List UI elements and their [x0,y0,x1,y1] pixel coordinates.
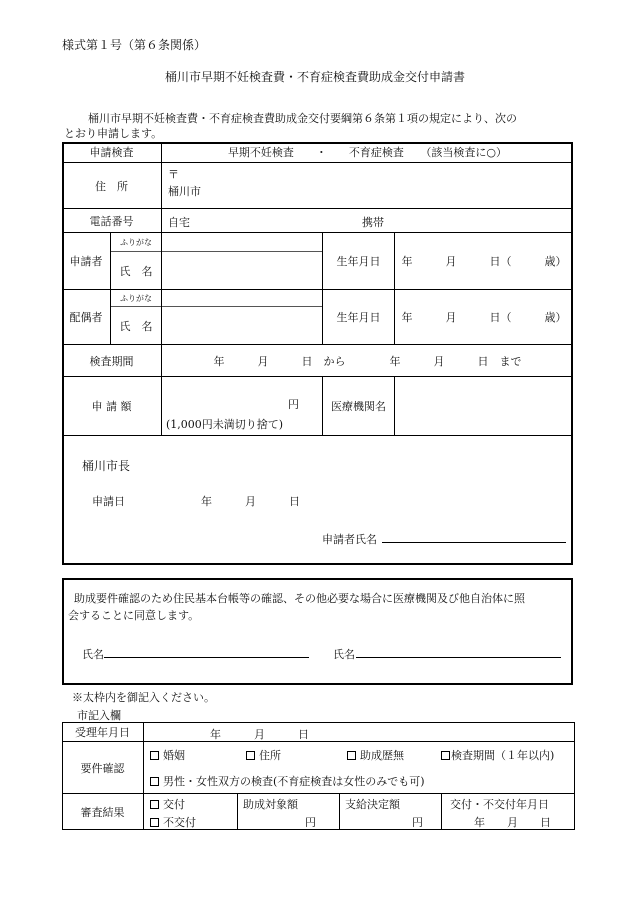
consent-text-1: 助成要件確認のため住民基本台帳等の確認、その他必要な場合に医療機関及び他自治体に照 [74,592,525,605]
spouse-birthdate-field[interactable]: 年 月 日（ 歳） [401,311,567,324]
requirements-label: 要件確認 [80,761,125,775]
postal-mark: 〒 [168,168,179,181]
applicant-signature-label: 申請者氏名 [322,533,377,546]
result-no-grant[interactable]: 不交付 [150,814,196,830]
period-label: 検査期間 [89,354,134,368]
result-label: 審査結果 [80,806,125,819]
phone-label: 電話番号 [89,214,134,228]
spouse-name-field[interactable] [162,307,322,344]
consent-name1-line[interactable] [104,657,309,658]
applicant-furigana-label: ふりがな [120,237,152,247]
form-number: 様式第１号（第６条関係） [62,38,207,52]
applicant-signature-line[interactable] [382,542,566,543]
result-grant[interactable]: 交付 [150,796,185,812]
subsidy-label: 助成対象額 [243,798,298,811]
mayor-label: 桶川市長 [82,459,131,473]
amount-note: (1,000円未満切り捨て) [166,418,284,431]
decision-yen: 円 [412,816,423,829]
consent-text-2: 会することに同意します。 [68,609,200,622]
spouse-furigana-field[interactable] [162,290,322,306]
req-marriage[interactable]: 婚姻 [150,747,185,763]
grant-date-field[interactable]: 年 月 日 [474,816,551,829]
req-both-tests[interactable]: 男性・女性双方の検査(不育症検査は女性のみでも可) [150,773,425,789]
office-heading: 市記入欄 [77,709,121,722]
page-title: 桶川市早期不妊検査費・不育症検査費助成金交付申請書 [164,70,465,84]
institution-field[interactable] [395,377,573,435]
received-field[interactable]: 年 月 日 [210,728,309,741]
amount-label: 申 請 額 [91,400,132,413]
applicant-birthdate-field[interactable]: 年 月 日（ 歳） [401,255,567,268]
institution-label: 医療機関名 [331,400,386,413]
note-text: ※太枠内を御記入ください。 [72,691,215,704]
spouse-label: 配偶者 [69,311,103,324]
req-no-history[interactable]: 助成歴無 [347,747,404,763]
address-city[interactable]: 桶川市 [168,185,201,198]
checkbox-icon[interactable] [246,751,255,760]
consent-name2-label: 氏名 [333,648,355,661]
received-label: 受理年月日 [75,725,130,739]
applicant-name-label: 氏 名 [119,264,153,278]
amount-unit: 円 [288,398,299,411]
consent-name1-label: 氏名 [82,648,104,661]
consent-name2-line[interactable] [356,657,561,658]
decision-label: 支給決定額 [345,798,400,811]
home-phone-label[interactable]: 自宅 [168,216,190,229]
intro-text-2: とおり申請します。 [64,127,163,140]
applicant-name-field[interactable] [162,252,322,289]
checkbox-icon[interactable] [150,751,159,760]
application-date-label: 申請日 [92,495,125,508]
applicant-label: 申請者 [69,255,103,268]
checkbox-icon[interactable] [441,751,450,760]
checkbox-icon[interactable] [347,751,356,760]
exam-options[interactable]: 早期不妊検査 ・ 不育症検査 （該当検査に○） [227,146,508,159]
checkbox-icon[interactable] [150,818,159,827]
spouse-furigana-label: ふりがな [120,293,152,303]
req-period[interactable]: 検査期間（１年以内) [441,747,554,763]
intro-text-1: 桶川市早期不妊検査費・不育症検査費助成金交付要綱第６条第１項の規定により、次の [88,112,517,125]
req-address[interactable]: 住所 [246,747,281,763]
exam-label: 申請検査 [89,146,134,159]
subsidy-yen: 円 [305,816,316,829]
applicant-birthdate-label: 生年月日 [336,255,381,268]
checkbox-icon[interactable] [150,777,159,786]
checkbox-icon[interactable] [150,800,159,809]
spouse-birthdate-label: 生年月日 [336,311,381,324]
grant-date-label: 交付・不交付年月日 [450,798,549,811]
address-label: 住 所 [95,179,128,193]
spouse-name-label: 氏 名 [119,319,153,333]
mobile-phone-label[interactable]: 携帯 [362,216,384,229]
amount-field[interactable] [162,377,322,435]
application-date-field[interactable]: 年 月 日 [201,495,300,508]
applicant-furigana-field[interactable] [162,233,322,251]
period-field[interactable]: 年 月 日 から 年 月 日 まで [213,354,522,368]
